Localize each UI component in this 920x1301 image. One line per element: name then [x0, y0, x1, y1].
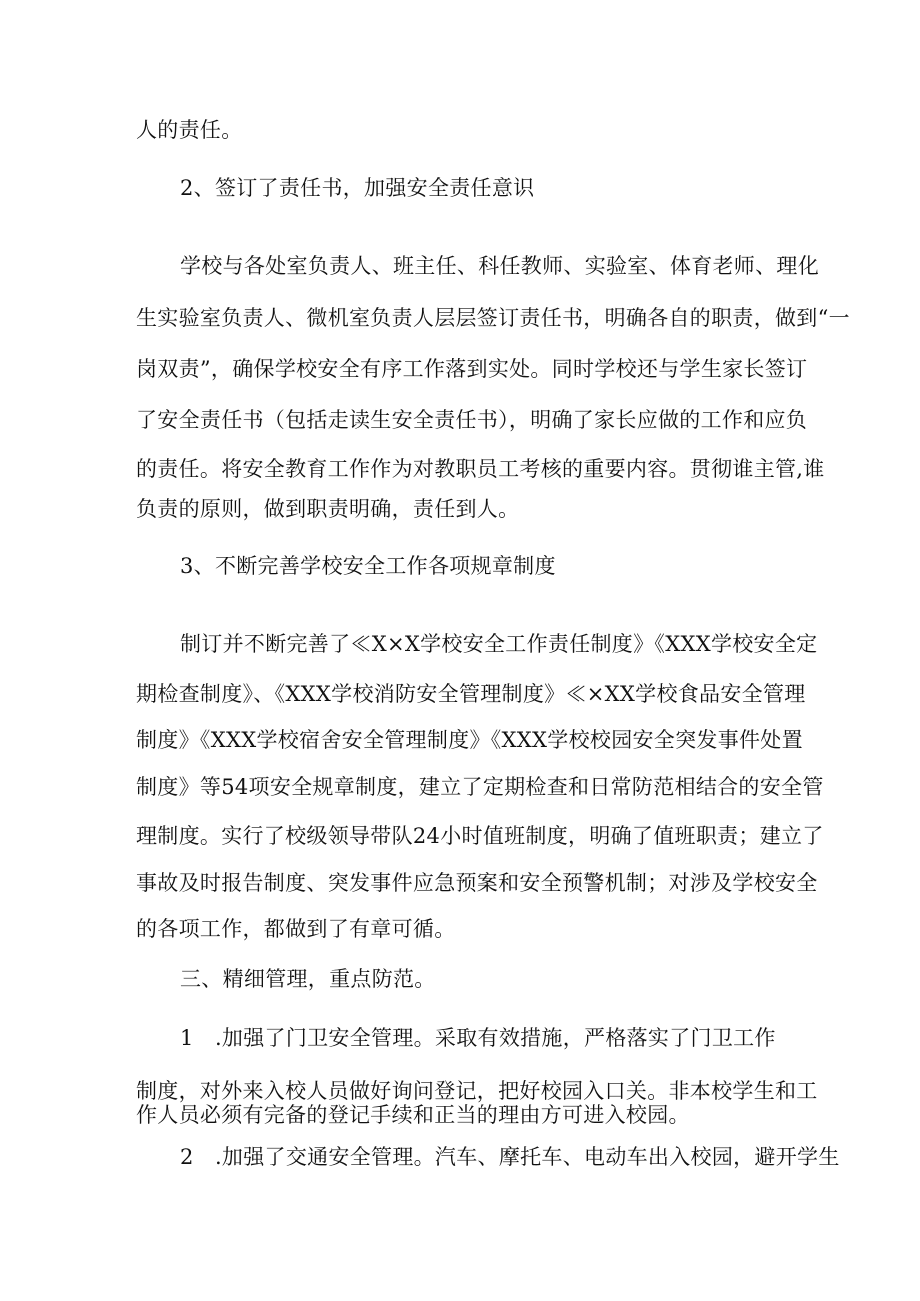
- paragraph-line: 的各项工作，都做到了有章可循。: [136, 917, 456, 941]
- paragraph-line: 1 .加强了门卫安全管理。采取有效措施，严格落实了门卫工作: [180, 1026, 776, 1050]
- paragraph-line: 人的责任。: [136, 118, 243, 142]
- paragraph-line: 理制度。实行了校级领导带队24小时值班制度，明确了值班职责；建立了: [136, 824, 824, 848]
- paragraph-line: 制度》《XXX学校宿舍安全管理制度》《XXX学校校园安全突发事件处置: [136, 728, 803, 752]
- paragraph-line: 制订并不断完善了≪X×X学校安全工作责任制度》《XXX学校安全定: [180, 632, 818, 656]
- paragraph-line: 的责任。将安全教育工作作为对教职员工考核的重要内容。贯彻谁主管,谁: [136, 457, 825, 481]
- paragraph-line: 负责的原则，做到职责明确，责任到人。: [136, 497, 520, 521]
- paragraph-line: 学校与各处室负责人、班主任、科任教师、实验室、体育老师、理化: [180, 254, 819, 278]
- paragraph-line: 2 .加强了交通安全管理。汽车、摩托车、电动车出入校园，避开学生: [180, 1145, 840, 1169]
- paragraph-line: 岗双责”，确保学校安全有序工作落到实处。同时学校还与学生家长签订: [136, 357, 808, 381]
- paragraph-line: 生实验室负责人、微机室负责人层层签订责任书，明确各自的职责，做到“一: [136, 306, 850, 330]
- paragraph-line: 制度，对外来入校人员做好询问登记，把好校园入口关。非本校学生和工: [136, 1079, 818, 1103]
- paragraph-line: 作人员必须有完备的登记手续和正当的理由方可进入校园。: [136, 1103, 690, 1127]
- paragraph-line: 期检查制度》、《XXX学校消防安全管理制度》≪×XX学校食品安全管理: [136, 682, 806, 706]
- section-heading-2: 2、签订了责任书，加强安全责任意识: [180, 176, 535, 200]
- paragraph-line: 制度》等54项安全规章制度，建立了定期检查和日常防范相结合的安全管: [136, 775, 824, 799]
- paragraph-line: 了安全责任书（包括走读生安全责任书），明确了家长应做的工作和应负: [136, 408, 808, 432]
- paragraph-line: 事故及时报告制度、突发事件应急预案和安全预警机制；对涉及学校安全: [136, 871, 818, 895]
- section-heading-3: 3、不断完善学校安全工作各项规章制度: [180, 554, 556, 578]
- chapter-heading: 三、精细管理，重点防范。: [180, 967, 436, 991]
